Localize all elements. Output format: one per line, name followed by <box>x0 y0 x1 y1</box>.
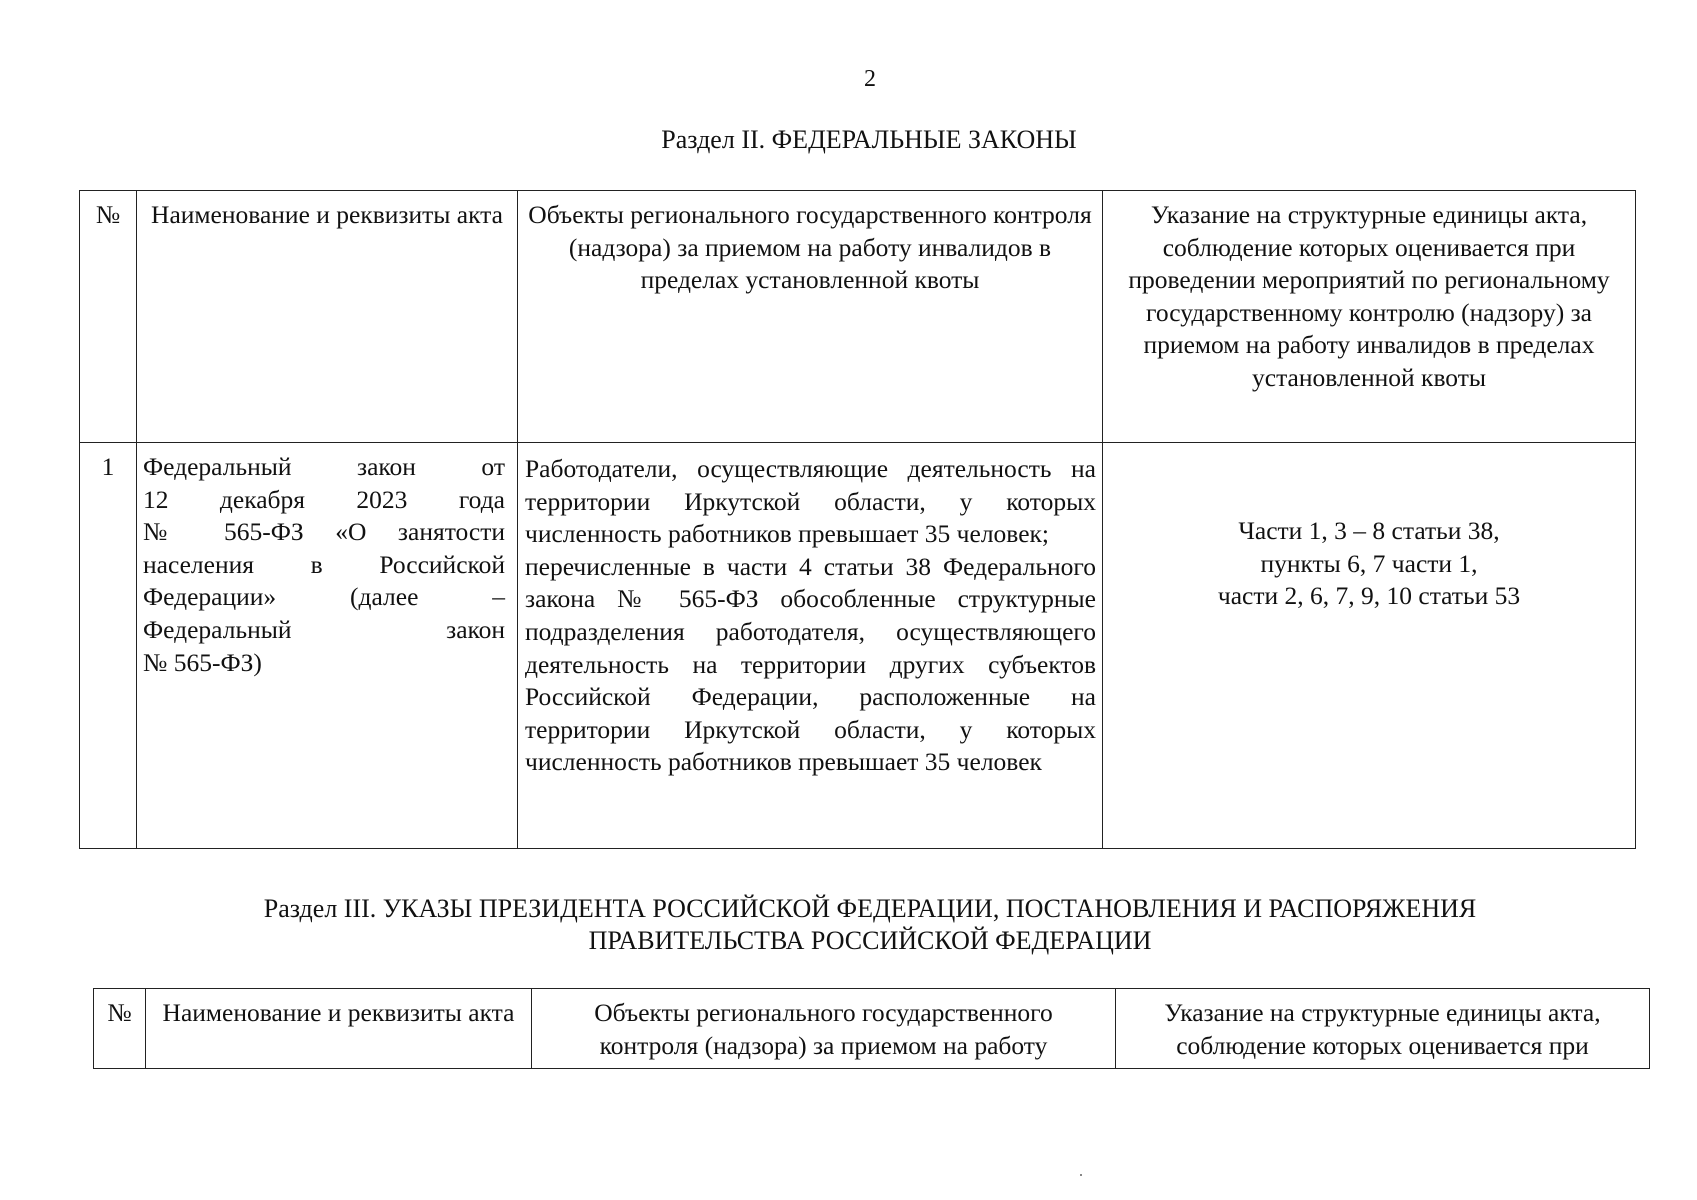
structural-units-line: пункты 6, 7 части 1, <box>1260 548 1478 578</box>
header-structural-units-line: Указание на структурные единицы акта, <box>1164 998 1601 1027</box>
structural-units-line: Части 1, 3 – 8 статьи 38, <box>1238 516 1500 545</box>
act-name-line: Федеральный закон от <box>143 452 505 481</box>
act-name-line: Федеральный закон <box>143 614 505 644</box>
table-header-row <box>94 989 1650 1069</box>
table-row <box>80 443 1636 849</box>
federal-laws-table <box>79 190 1636 849</box>
act-name-line: Федерации» (далее – <box>143 582 505 612</box>
header-control-objects <box>532 989 1116 1069</box>
header-structural-units-line: соблюдение которых оценивается при <box>1176 1030 1589 1060</box>
header-control-objects-line: контроля (надзора) за приемом на работу <box>599 1030 1048 1060</box>
section-3-title <box>0 893 1697 957</box>
act-name-line: № 565-ФЗ «О занятости <box>143 517 505 547</box>
act-name-line: населения в Российской <box>143 549 505 579</box>
header-act-name: Наименование и реквизиты акта <box>146 989 532 1069</box>
page-number: 2 <box>864 66 876 92</box>
structural-units-line: части 2, 6, 7, 9, 10 статьи 53 <box>1217 581 1521 611</box>
row-control-objects <box>518 443 1103 849</box>
header-structural-units <box>1116 989 1650 1069</box>
act-name-line: № 565-ФЗ) <box>143 647 262 677</box>
row-structural-units <box>1103 443 1636 849</box>
presidential-decrees-table <box>93 988 1650 1069</box>
row-act-name <box>137 443 518 849</box>
header-act-name: Наименование и реквизиты акта <box>137 191 518 443</box>
control-objects-subdivisions: перечисленные в части 4 статьи 38 Федерального закона № 565-ФЗ обособленные структурные подразделения работодателя, осуществляющего деятельность на территории других субъектов Российской Федерации, расположенные на территории Иркутской области, у которых численность работников превышает 35 человек <box>525 551 1096 777</box>
header-structural-units: Указание на структурные единицы акта, соблюдение которых оценивается при проведении мероприятий по региональному государственному контролю (надзору) за приемом на работу инвалидов в пределах установленной квоты <box>1103 191 1636 443</box>
act-name-line: 12 декабря 2023 года <box>143 484 505 514</box>
control-objects-employers: Работодатели, осуществляющие деятельность на территории Иркутской области, у которых численность работников превышает 35 человек; <box>525 454 1096 549</box>
header-number: № <box>80 191 137 443</box>
section-2-title: Раздел II. ФЕДЕРАЛЬНЫЕ ЗАКОНЫ <box>661 125 1077 154</box>
header-control-objects-line: Объекты регионального государственного <box>594 998 1053 1027</box>
scan-artifact <box>1080 1174 1082 1176</box>
table-header-row <box>80 191 1636 443</box>
section-3-title-line: ПРАВИТЕЛЬСТВА РОССИЙСКОЙ ФЕДЕРАЦИИ <box>588 926 1152 955</box>
section-3-title-line: Раздел III. УКАЗЫ ПРЕЗИДЕНТА РОССИЙСКОЙ ФЕДЕРАЦИИ, ПОСТАНОВЛЕНИЯ И РАСПОРЯЖЕНИЯ <box>263 894 1477 923</box>
row-number: 1 <box>80 443 137 849</box>
header-number: № <box>94 989 146 1069</box>
header-control-objects: Объекты регионального государственного контроля (надзора) за приемом на работу инвалидов в пределах установленной квоты <box>518 191 1103 443</box>
